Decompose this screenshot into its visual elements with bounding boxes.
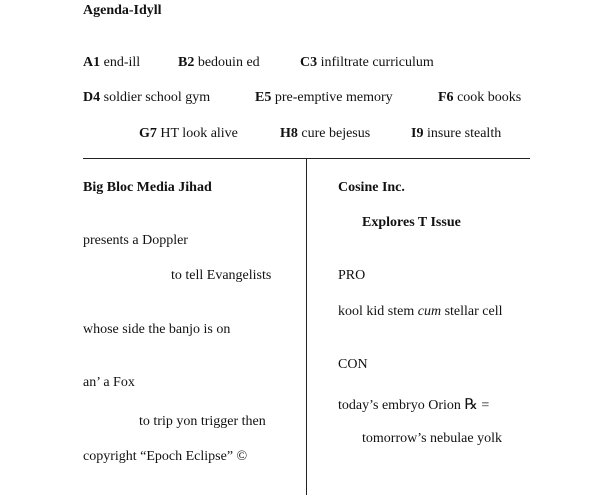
agenda-item-a1 (83, 54, 140, 72)
agenda-item-d4 (83, 89, 210, 107)
vertical-divider (306, 159, 307, 495)
con-label: CON (338, 357, 368, 372)
agenda-code: D4 (83, 90, 101, 105)
left-line: presents a Doppler (83, 233, 188, 248)
agenda-item-e5 (255, 89, 393, 107)
agenda-code: H8 (280, 126, 298, 141)
agenda-item-b2 (178, 54, 260, 72)
right-column-heading: Cosine Inc. (338, 180, 405, 195)
agenda-text: end-ill (100, 55, 141, 70)
agenda-item-g7 (139, 125, 238, 143)
con-equals: = (477, 398, 490, 413)
agenda-text: bedouin ed (194, 55, 260, 70)
left-line: an’ a Fox (83, 375, 135, 390)
agenda-item-f6 (438, 89, 521, 107)
pro-text (338, 303, 502, 321)
prescription-icon: ℞ (464, 397, 478, 413)
agenda-item-i9 (411, 125, 501, 143)
agenda-text: pre-emptive memory (271, 90, 393, 105)
agenda-text: infiltrate curriculum (317, 55, 434, 70)
agenda-text: insure stealth (423, 126, 502, 141)
agenda-item-c3 (300, 54, 434, 72)
left-line: to trip yon trigger then (139, 414, 266, 429)
agenda-item-h8 (280, 125, 370, 143)
con-text-2: tomorrow’s nebulae yolk (362, 431, 502, 446)
agenda-code: C3 (300, 55, 318, 70)
pro-text-italic: cum (417, 304, 442, 319)
pro-label: PRO (338, 268, 366, 283)
con-text (338, 396, 489, 415)
left-line: whose side the banjo is on (83, 322, 231, 337)
agenda-code: G7 (139, 126, 157, 141)
right-column-subheading: Explores T Issue (362, 215, 461, 230)
con-text-part: today’s embryo Orion (338, 398, 465, 413)
agenda-code: E5 (255, 90, 272, 105)
agenda-text: HT look alive (156, 126, 238, 141)
agenda-code: F6 (438, 90, 454, 105)
left-line: to tell Evangelists (171, 268, 272, 283)
page-title: Agenda-Idyll (83, 3, 162, 18)
pro-text-part: stellar cell (441, 304, 503, 319)
left-line: copyright “Epoch Eclipse” © (83, 449, 248, 464)
agenda-code: A1 (83, 55, 101, 70)
agenda-text: cook books (453, 90, 522, 105)
agenda-code: I9 (411, 126, 424, 141)
left-column-heading: Big Bloc Media Jihad (83, 180, 212, 195)
agenda-text: soldier school gym (100, 90, 211, 105)
agenda-code: B2 (178, 55, 195, 70)
agenda-text: cure bejesus (297, 126, 371, 141)
pro-text-part: kool kid stem (338, 304, 418, 319)
